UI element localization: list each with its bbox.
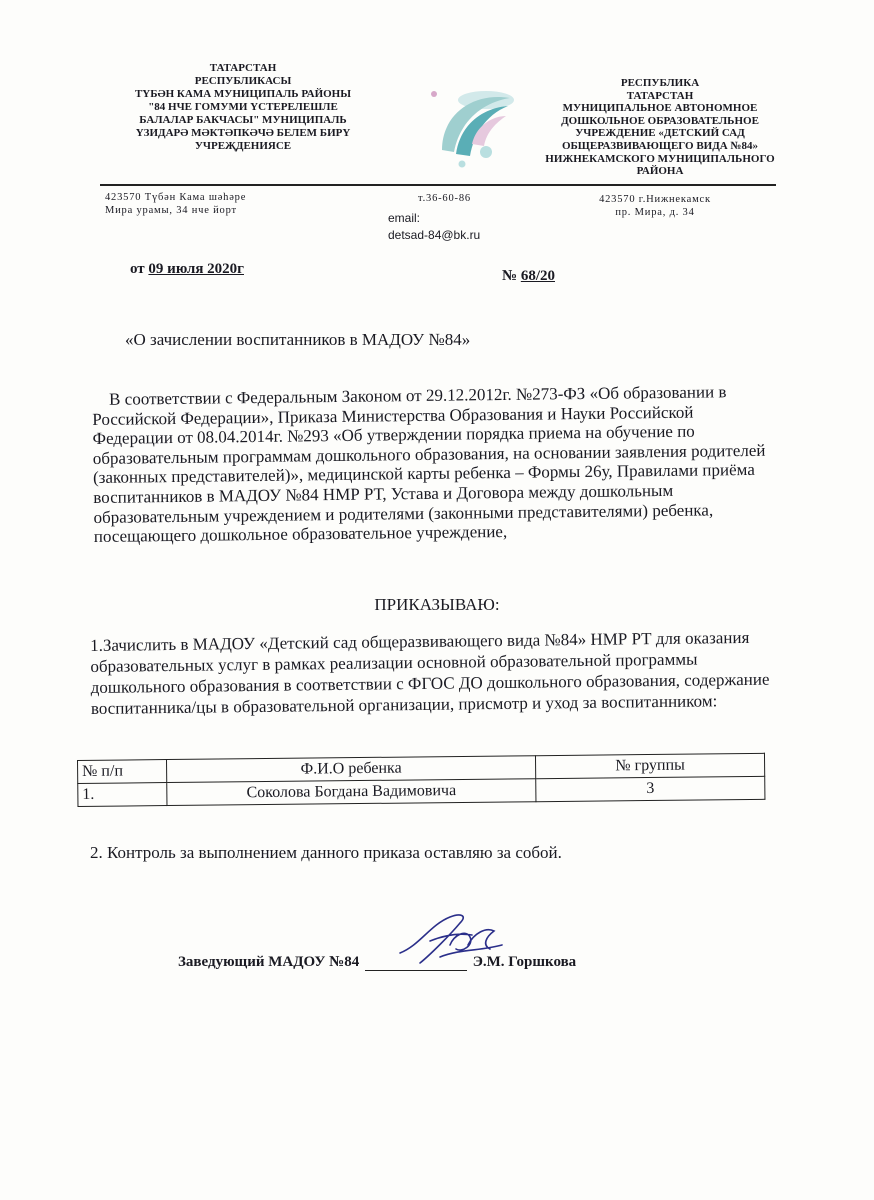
- email-label: email:: [388, 211, 421, 225]
- table-cell: Соколова Богдана Вадимовича: [167, 779, 536, 806]
- signatory-name: Э.М. Горшкова: [472, 954, 577, 970]
- header-right-line: УЧРЕЖДЕНИЕ «ДЕТСКИЙ САД: [575, 127, 745, 140]
- signatory-position: Заведующий МАДОУ №84: [178, 954, 360, 970]
- address-tatar: [105, 191, 246, 217]
- phone: т.36-60-86: [418, 193, 471, 204]
- table-header-cell: Ф.И.О ребенка: [167, 756, 536, 783]
- address-russian: [580, 193, 730, 219]
- order-item-2: 2. Контроль за выполнением данного приказа оставляю за собой.: [90, 843, 562, 862]
- header-right-line: ОБЩЕРАЗВИВАЮЩЕГО ВИДА №84»: [561, 139, 759, 152]
- number-value: 68/20: [520, 268, 555, 284]
- header-divider: [100, 184, 776, 186]
- order-number: [502, 268, 555, 285]
- date-prefix: от: [130, 261, 145, 277]
- table-cell: 1.: [78, 783, 167, 807]
- order-item-1: 1.Зачислить в МАДОУ «Детский сад общеразвивающего вида №84» НМР РТ для оказания образовательных услуг в рамках реализации основной образовательной программы дошкольного образования в соответствии с ФГОС ДО дошкольного образования, содержание воспитанника/цы в образовательной организации, присмотр и уход за воспитанником:: [90, 627, 770, 718]
- header-left-line: ТАТАРСТАН: [209, 62, 277, 74]
- header-right-line: ДОШКОЛЬНОЕ ОБРАЗОВАТЕЛЬНОЕ: [561, 114, 759, 127]
- header-left-line: РЕСПУБЛИКАСЫ: [194, 75, 292, 87]
- table-cell: 3: [536, 776, 765, 801]
- email-address: detsad-84@bk.ru: [388, 228, 481, 242]
- address-line: Мира урамы, 34 нче йорт: [105, 205, 237, 216]
- header-left-line: БАЛАЛАР БАКЧАСЫ" МУНИЦИПАЛЬ: [139, 114, 347, 126]
- order-subject: «О зачислении воспитанников в МАДОУ №84»: [125, 330, 471, 349]
- number-prefix: №: [502, 268, 518, 284]
- header-left-line: ҮЗИДАРӘ МӘКТӘПКӘЧӘ БЕЛЕМ БИРҮ: [135, 127, 351, 139]
- header-left-line: ТҮБӘН КАМА МУНИЦИПАЛЬ РАЙОНЫ: [134, 88, 352, 100]
- order-heading: ПРИКАЗЫВАЮ:: [374, 595, 500, 614]
- address-line: 423570 Түбән Кама шәһәре: [105, 192, 247, 203]
- children-table: [77, 753, 765, 807]
- header-right-line: НИЖНЕКАМСКОГО МУНИЦИПАЛЬНОГО: [545, 152, 775, 165]
- preamble-paragraph: [92, 382, 772, 547]
- header-right-line: РЕСПУБЛИКА: [620, 77, 700, 89]
- email-block: [388, 210, 480, 244]
- header-right-line: РАЙОНА: [636, 165, 684, 178]
- header-left-line: "84 НЧЕ ГОМУМИ ҮСТЕРЕЛЕШЛЕ: [148, 101, 338, 113]
- order-date: [130, 261, 244, 278]
- kindergarten-logo: [412, 80, 532, 170]
- header-right-russian: [530, 77, 790, 178]
- preamble-text: В соответствии с Федеральным Законом от 29.12.2012г. №273-ФЗ «Об образовании в Российской Федерации», Приказа Министерства Образования и Науки Российской Федерации от 08.04.2014г. №293 «Об утверждении порядка приема на обучение по образовательным программам дошкольного образования, на основании заявления родителей (законных представителей)», медицинской карты ребенка – Формы 26у, Правилами приёма воспитанников в МАДОУ №84 НМР РТ, Устава и Договора между дошкольным образовательным учреждением и родителями (законными представителями) ребенка, посещающего дошкольное образовательное учреждение,: [92, 382, 766, 547]
- handwritten-signature: [390, 905, 510, 975]
- address-line: пр. Мира, д. 34: [615, 207, 695, 218]
- header-left-line: УЧРЕҖДЕНИЯСЕ: [194, 140, 292, 152]
- header-right-line: МУНИЦИПАЛЬНОЕ АВТОНОМНОЕ: [562, 102, 758, 115]
- header-left-tatar: [108, 62, 378, 153]
- date-value: 09 июля 2020г: [148, 261, 244, 277]
- header-right-line: ТАТАРСТАН: [626, 89, 694, 102]
- table-header-cell: № группы: [535, 753, 764, 778]
- table-header-cell: № п/п: [78, 760, 167, 784]
- signature-line: [178, 954, 576, 971]
- address-line: 423570 г.Нижнекамск: [599, 194, 711, 205]
